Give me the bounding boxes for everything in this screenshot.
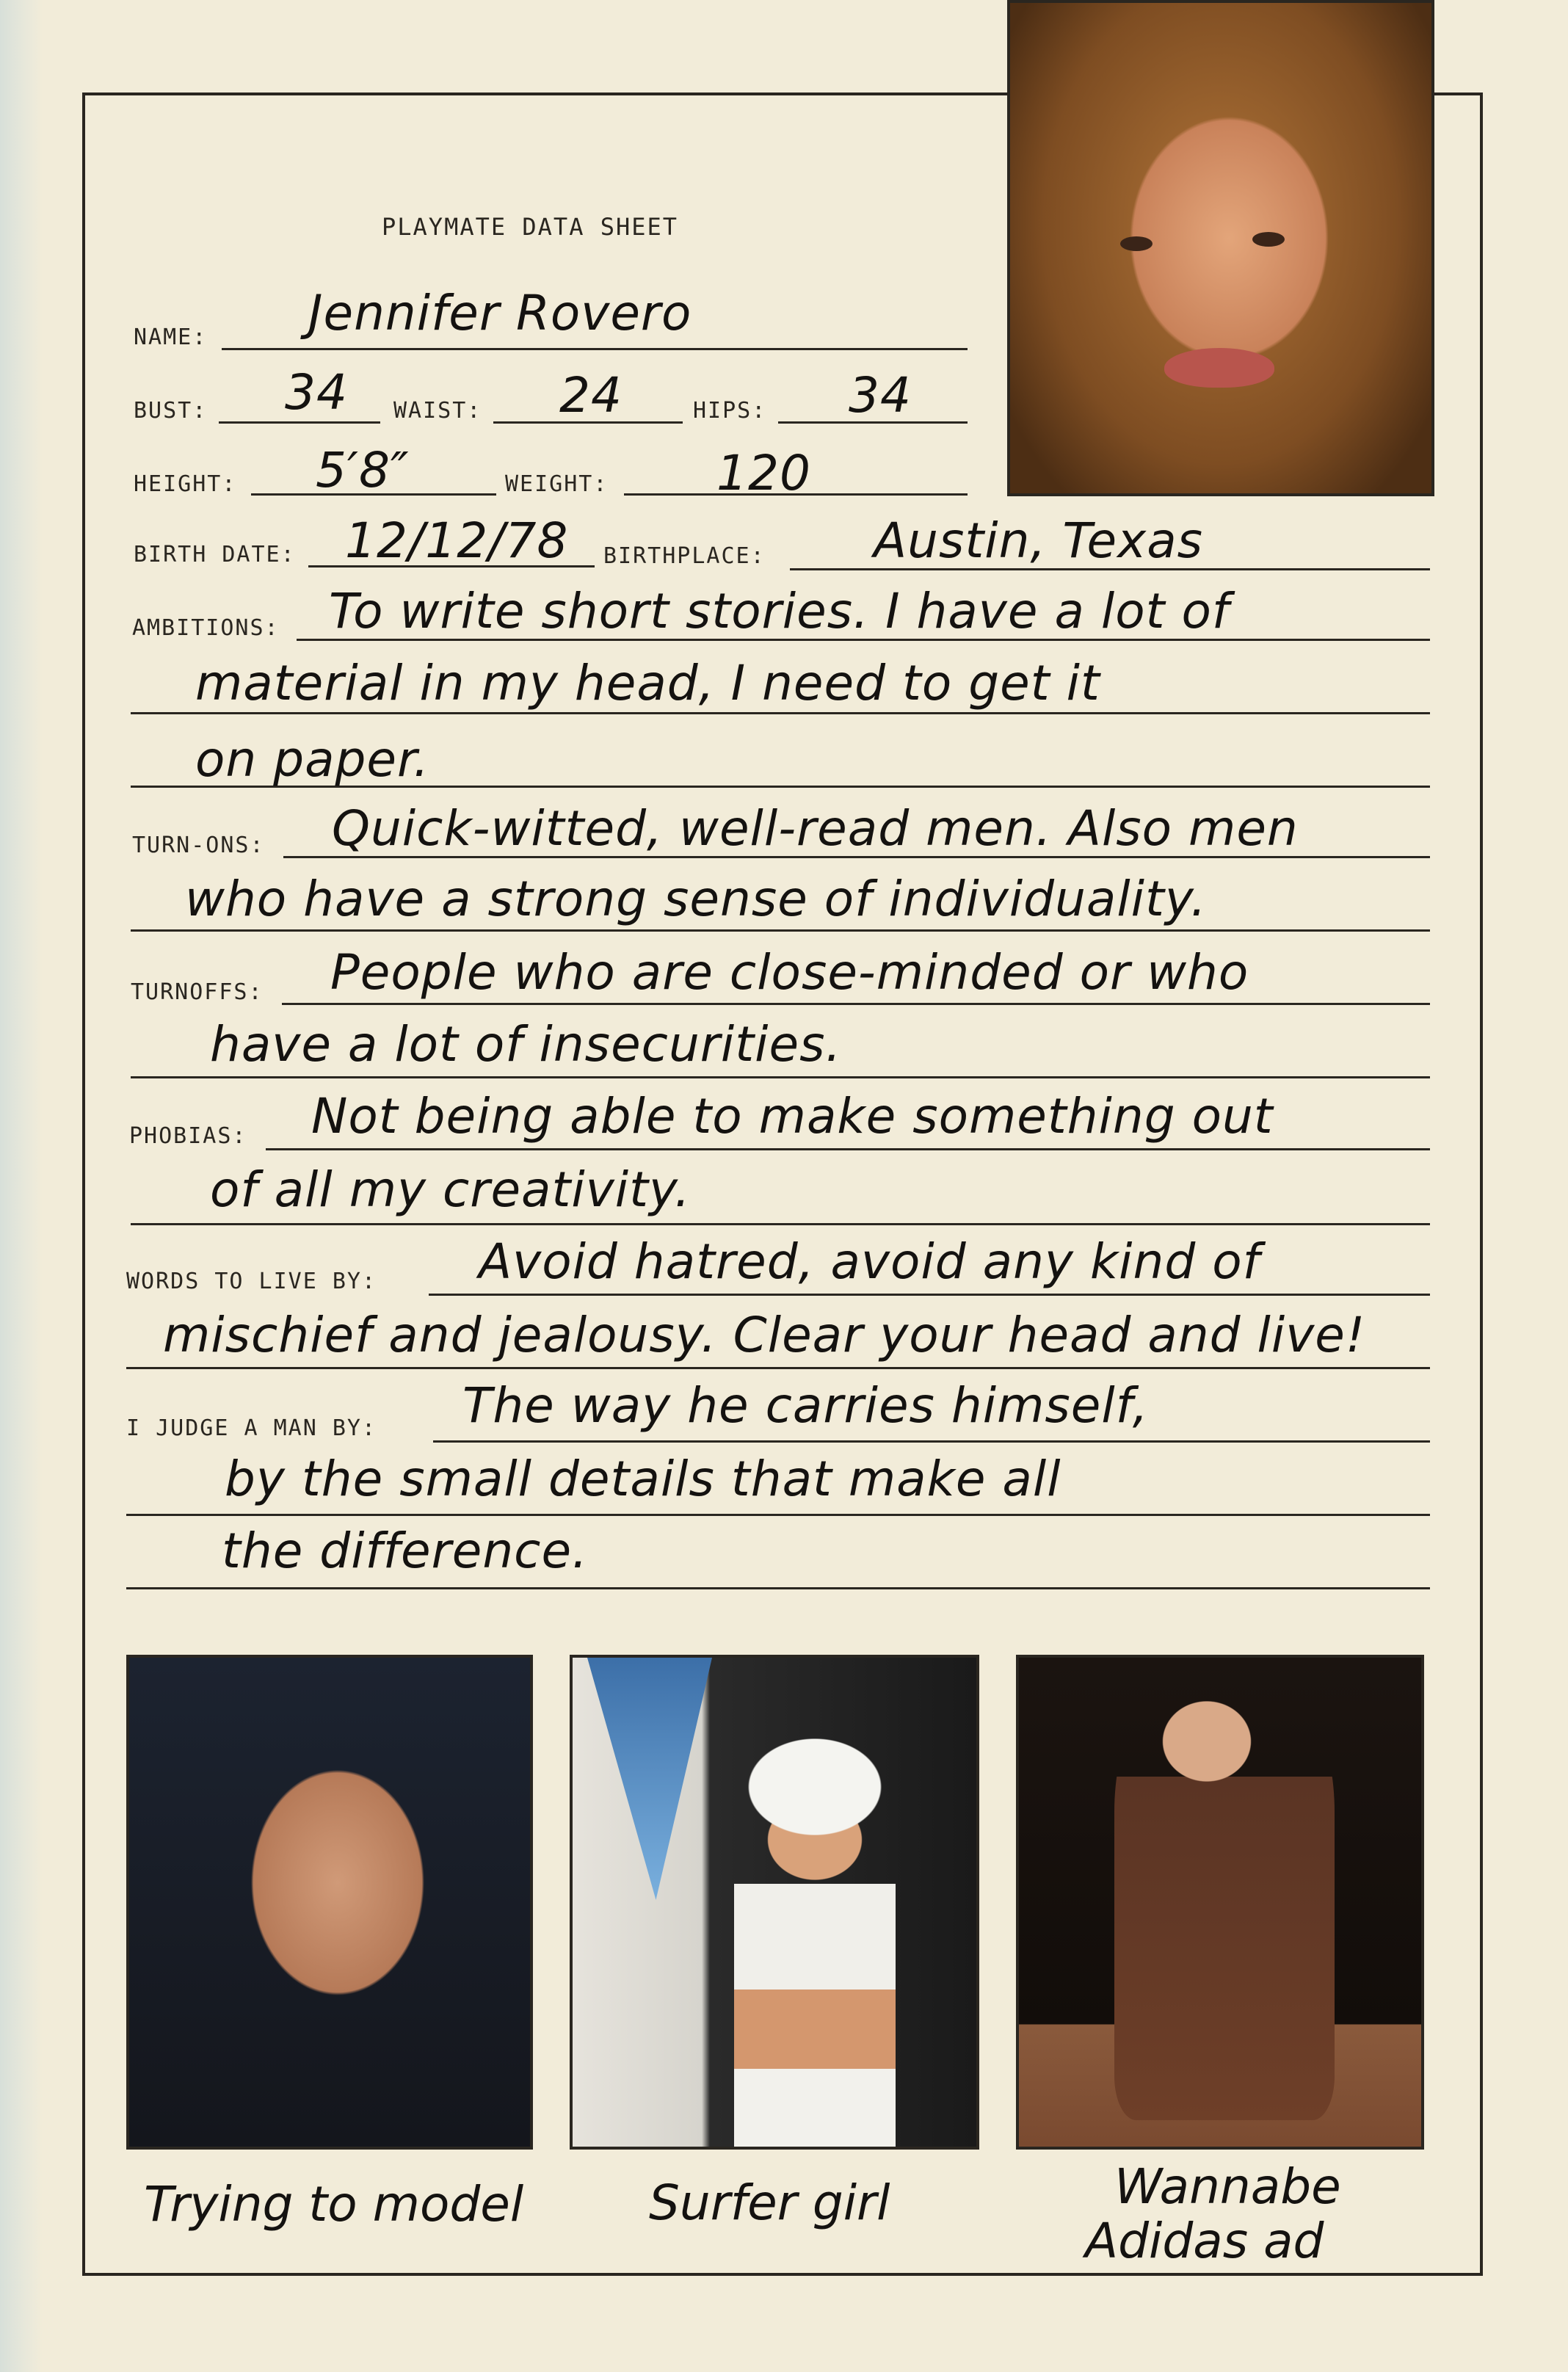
portrait-lips — [1164, 348, 1274, 388]
portrait-photo — [1007, 0, 1434, 496]
height-label: HEIGHT: — [134, 471, 237, 497]
page-edge — [0, 0, 43, 2372]
ambitions-line-2: material in my head, I need to get it — [195, 655, 1100, 711]
ambitions-line-1: To write short stories. I have a lot of — [329, 583, 1230, 639]
surfboard-fin — [587, 1658, 712, 1900]
caption-photo2: Surfer girl — [649, 2175, 890, 2231]
weight-value: 120 — [716, 445, 811, 501]
caption-photo1: Trying to model — [144, 2176, 524, 2233]
judge-rule-3 — [126, 1587, 1430, 1589]
judge-rule-1 — [433, 1440, 1430, 1443]
words-rule-2 — [126, 1367, 1430, 1369]
height-value: 5′8″ — [316, 442, 410, 498]
waist-value: 24 — [559, 367, 623, 424]
bust-value: 34 — [285, 364, 348, 421]
turnoffs-rule-1 — [282, 1003, 1430, 1005]
surfer-figure — [734, 1716, 896, 2150]
words-line-1: Avoid hatred, avoid any kind of — [479, 1233, 1260, 1290]
phobias-line-2: of all my creativity. — [210, 1161, 691, 1218]
birth-date-value: 12/12/78 — [345, 512, 569, 569]
ambitions-rule-2 — [131, 712, 1430, 714]
turnons-line-2: who have a strong sense of individuality. — [185, 871, 1207, 927]
photo-surfer-girl — [570, 1655, 979, 2150]
phobias-rule-2 — [131, 1223, 1430, 1225]
judge-label: I JUDGE A MAN BY: — [126, 1415, 377, 1441]
bust-rule — [219, 421, 380, 424]
sheet-title: PLAYMATE DATA SHEET — [382, 213, 679, 241]
words-line-2: mischief and jealousy. Clear your head and live! — [163, 1307, 1366, 1363]
birth-date-label: BIRTH DATE: — [134, 542, 296, 567]
weight-label: WEIGHT: — [505, 471, 609, 497]
turnoffs-label: TURNOFFS: — [131, 979, 264, 1005]
turnons-line-1: Quick-witted, well-read men. Also men — [332, 800, 1299, 857]
judge-rule-2 — [126, 1514, 1430, 1516]
phobias-label: PHOBIAS: — [129, 1123, 247, 1149]
photo-adidas-ad — [1016, 1655, 1424, 2150]
caption-photo3-line2: Adidas ad — [1085, 2213, 1324, 2269]
judge-line-3: the difference. — [222, 1523, 589, 1579]
ambitions-label: AMBITIONS: — [132, 615, 280, 641]
waist-label: WAIST: — [393, 398, 482, 424]
photo-trying-to-model — [126, 1655, 533, 2150]
birthplace-label: BIRTHPLACE: — [603, 543, 766, 569]
words-label: WORDS TO LIVE BY: — [126, 1269, 377, 1294]
ambitions-line-3: on paper. — [195, 731, 430, 788]
name-value: Jennifer Rovero — [308, 285, 692, 341]
caption-photo3-line1: Wannabe — [1114, 2158, 1341, 2215]
portrait-eye-right — [1252, 232, 1285, 247]
adidas-figure — [1114, 1680, 1335, 2120]
phobias-line-1: Not being able to make something out — [311, 1088, 1274, 1145]
name-label: NAME: — [134, 324, 208, 350]
bust-label: BUST: — [134, 398, 208, 424]
hips-value: 34 — [849, 367, 912, 424]
turnons-label: TURN-ONS: — [132, 833, 265, 858]
turnoffs-rule-2 — [131, 1076, 1430, 1078]
phobias-rule-1 — [266, 1148, 1430, 1150]
turnons-rule-2 — [131, 929, 1430, 932]
name-rule — [222, 348, 968, 350]
judge-line-2: by the small details that make all — [225, 1451, 1061, 1507]
judge-line-1: The way he carries himself, — [462, 1377, 1149, 1434]
birthplace-value: Austin, Texas — [874, 512, 1204, 569]
hips-label: HIPS: — [693, 398, 767, 424]
words-rule-1 — [429, 1294, 1430, 1296]
turnoffs-line-2: have a lot of insecurities. — [210, 1016, 842, 1073]
portrait-eye-left — [1120, 236, 1153, 251]
turnoffs-line-1: People who are close-minded or who — [330, 944, 1249, 1001]
